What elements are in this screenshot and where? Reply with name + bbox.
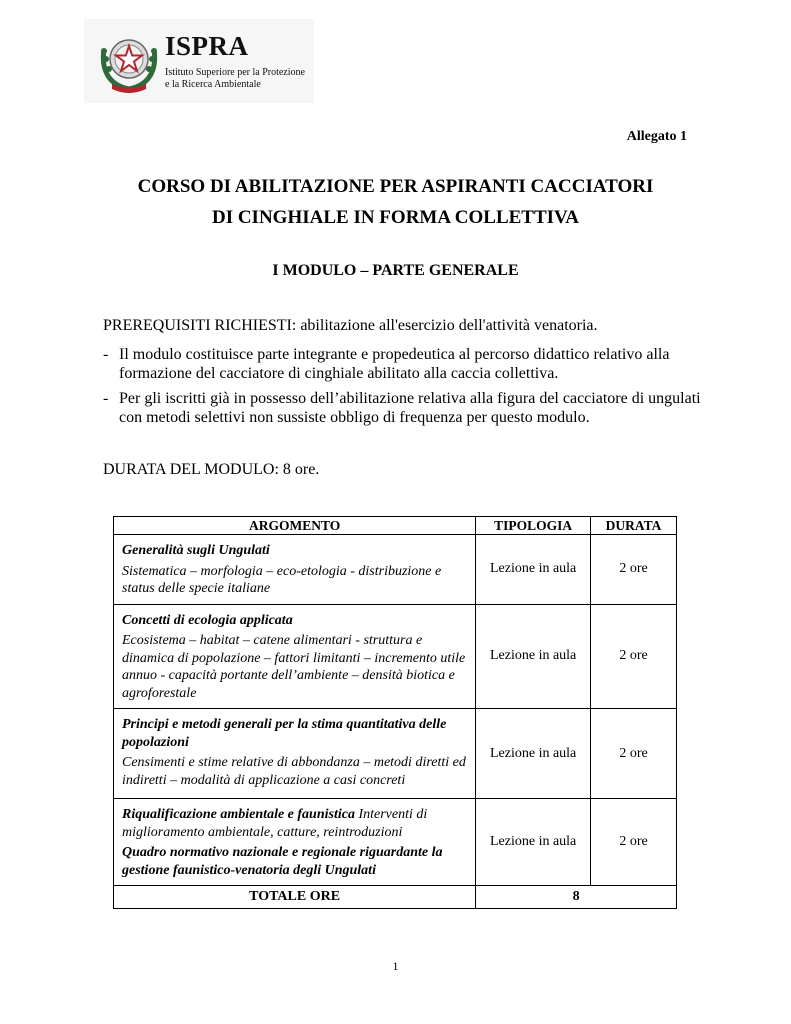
bullet-text: Per gli iscritti già in possesso dell’abilitazione relativa alla figura del cacciatore di ungulati con metodi selettivi non sussiste obbligo di frequenza per questo modulo. xyxy=(119,390,701,426)
column-header-type: TIPOLOGIA xyxy=(476,517,591,535)
bullet-dash: - xyxy=(103,390,109,407)
topic-title-2: Quadro normativo nazionale e regionale riguardante la gestione faunistico-venatoria degli Ungulati xyxy=(122,845,443,878)
topic-cell xyxy=(114,709,476,799)
ispra-logo xyxy=(84,19,314,103)
topic-description: Ecosistema – habitat – catene alimentari - struttura e dinamica di popolazione – fattori limitanti – incremento utile annuo - capacità portante dell’ambiente – densità biotica e agroforestale xyxy=(122,633,466,701)
bullet-item xyxy=(103,389,703,427)
type-cell: Lezione in aula xyxy=(476,535,591,605)
topic-cell xyxy=(114,799,476,886)
table-row xyxy=(114,709,677,799)
table-total-row xyxy=(114,886,677,909)
table-row xyxy=(114,799,677,886)
duration-cell: 2 ore xyxy=(591,535,677,605)
bullet-text: Il modulo costituisce parte integrante e propedeutica al percorso didattico relativo alla formazione del cacciatore di cinghiale abilitato alla caccia collettiva. xyxy=(119,346,670,382)
italian-republic-emblem-icon xyxy=(98,29,160,95)
total-value: 8 xyxy=(476,886,677,909)
topic-title: Principi e metodi generali per la stima quantitativa delle popolazioni xyxy=(122,717,447,750)
table-row xyxy=(114,535,677,605)
bullet-item xyxy=(103,345,703,383)
page-number: 1 xyxy=(392,959,399,973)
module-title: I MODULO – PARTE GENERALE xyxy=(272,262,519,279)
duration-cell: 2 ore xyxy=(591,709,677,799)
bullet-dash: - xyxy=(103,346,109,363)
document-title-line-1: CORSO DI ABILITAZIONE PER ASPIRANTI CACCIATORI xyxy=(137,176,654,197)
topic-description: Sistematica – morfologia – eco-etologia - distribuzione e status delle specie italiane xyxy=(122,563,442,596)
table-row xyxy=(114,604,677,709)
logo-org-name: ISPRA xyxy=(165,31,249,61)
type-cell: Lezione in aula xyxy=(476,709,591,799)
logo-org-line-1: Istituto Superiore per la Protezione xyxy=(165,67,305,78)
table-header-row xyxy=(114,517,677,535)
topic-description: Censimenti e stime relative di abbondanza – metodi diretti ed indiretti – modalità di applicazione a casi concreti xyxy=(122,755,466,788)
prerequisites-text: PREREQUISITI RICHIESTI: abilitazione all'esercizio dell'attività venatoria. xyxy=(103,317,598,334)
annex-label: Allegato 1 xyxy=(626,129,687,144)
logo-org-line-2: e la Ricerca Ambientale xyxy=(165,79,261,90)
type-cell: Lezione in aula xyxy=(476,799,591,886)
topic-description: Interventi di miglioramento ambientale, catture, reintroduzioni xyxy=(122,807,428,840)
total-label: TOTALE ORE xyxy=(114,886,476,909)
column-header-duration: DURATA xyxy=(591,517,677,535)
duration-cell: 2 ore xyxy=(591,604,677,709)
type-cell: Lezione in aula xyxy=(476,604,591,709)
module-duration: DURATA DEL MODULO: 8 ore. xyxy=(103,461,320,478)
topic-cell xyxy=(114,604,476,709)
course-table xyxy=(113,516,677,909)
document-title-line-2: DI CINGHIALE IN FORMA COLLETTIVA xyxy=(211,207,580,228)
duration-cell: 2 ore xyxy=(591,799,677,886)
topic-title: Concetti di ecologia applicata xyxy=(122,612,293,628)
topic-title: Generalità sugli Ungulati xyxy=(122,543,270,558)
column-header-topic: ARGOMENTO xyxy=(114,517,476,535)
topic-title: Riqualificazione ambientale e faunistica xyxy=(122,807,355,822)
topic-heading xyxy=(122,806,467,841)
topic-cell xyxy=(114,535,476,605)
